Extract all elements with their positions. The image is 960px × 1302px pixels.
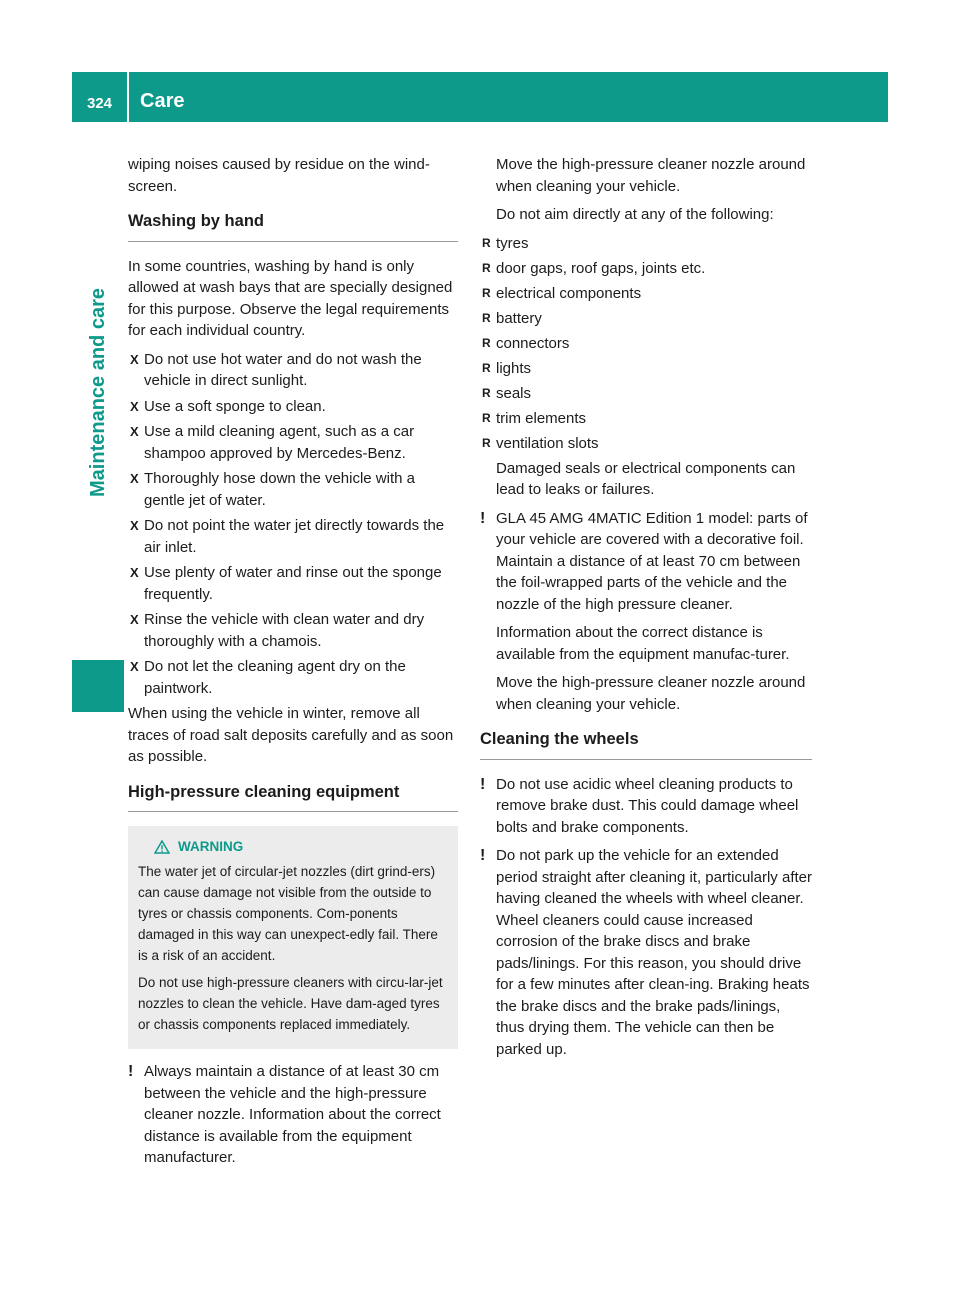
winter-text: When using the vehicle in winter, remove all traces of road salt deposits carefully and as soon as possible.	[128, 705, 454, 765]
bullet-item: R electrical components	[480, 283, 812, 305]
warning-text-1: The water jet of circular-jet nozzles (dirt grind-ers) can cause damage not visible from the outside to tyres or chassis components. Com-ponents damaged in this way can unexpect-edly fail. There is a risk of an accident.	[138, 864, 438, 963]
gla-move-text: Move the high-pressure cleaner nozzle around when cleaning your vehicle.	[496, 674, 806, 713]
warning-triangle-icon	[154, 840, 170, 854]
step-item: X Do not let the cleaning agent dry on the paintwork.	[128, 656, 458, 699]
warning-box	[128, 826, 458, 1049]
high-pressure-heading: High-pressure cleaning equipment	[128, 782, 458, 813]
side-chapter-tab	[72, 660, 124, 712]
exclamation-icon: !	[128, 1063, 134, 1080]
bullet-item: R lights	[480, 358, 812, 380]
note-wheels-1-text: Do not use acidic wheel cleaning products to remove brake dust. This could damage wheel bolts and brake components.	[496, 775, 799, 836]
bullet-item: R battery	[480, 308, 812, 330]
step-item: X Use a soft sponge to clean.	[128, 396, 458, 418]
exclamation-icon: !	[480, 847, 486, 864]
washing-heading: Washing by hand	[128, 211, 458, 242]
bullet-item: R tyres	[480, 233, 812, 255]
exclamation-icon: !	[480, 775, 486, 793]
note-gla-text: GLA 45 AMG 4MATIC Edition 1 model: parts of your vehicle are covered with a decorative foil. Maintain a distance of at least 70 cm between the foil-wrapped parts of the vehicle and the nozzle of the high pressure cleaner.	[496, 509, 808, 613]
step-item: X Do not use hot water and do not wash the vehicle in direct sunlight.	[128, 349, 458, 392]
note-wheels-2	[480, 845, 812, 1060]
warning-title: WARNING	[178, 839, 244, 854]
do-not-aim-text: Do not aim directly at any of the following:	[496, 206, 774, 223]
bullet-item: R trim elements	[480, 408, 812, 430]
right-column	[480, 154, 812, 1067]
left-column	[128, 154, 458, 1176]
step-item: X Do not point the water jet directly towards the air inlet.	[128, 515, 458, 558]
bullet-item: R ventilation slots	[480, 433, 812, 455]
step-item: X Rinse the vehicle with clean water and dry thoroughly with a chamois.	[128, 609, 458, 652]
note-wheels-2-text: Do not park up the vehicle for an extended period straight after cleaning it, particularly after having cleaned the wheels with wheel cleaner. Wheel cleaners could cause increased corrosion of the brake discs and brake pads/linings. For this reason, you should drive for a few minutes after clean-ing. Braking heats the brake discs and the brake pads/linings, thus drying them. The vehicle can then be parked up.	[496, 847, 812, 1058]
wheels-heading: Cleaning the wheels	[480, 729, 812, 760]
intro-text: wiping noises caused by residue on the wind-screen.	[128, 156, 430, 195]
move-nozzle-text: Move the high-pressure cleaner nozzle around when cleaning your vehicle.	[496, 156, 806, 195]
damaged-text: Damaged seals or electrical components can lead to leaks or failures.	[496, 459, 796, 498]
note-distance-text: Always maintain a distance of at least 30 cm between the vehicle and the high-pressure cleaner nozzle. Information about the correct distance is available from the equipment manufacturer.	[144, 1063, 441, 1166]
note-wheels-1	[480, 774, 812, 839]
note-gla	[480, 508, 812, 616]
gla-info-text: Information about the correct distance is available from the equipment manufac-turer.	[496, 624, 790, 663]
warning-header	[138, 836, 448, 857]
step-item: X Thoroughly hose down the vehicle with a gentle jet of water.	[128, 468, 458, 511]
exclamation-icon: !	[480, 509, 486, 527]
header-divider	[127, 72, 129, 122]
step-item: X Use a mild cleaning agent, such as a car shampoo approved by Mercedes-Benz.	[128, 421, 458, 464]
warning-text-2: Do not use high-pressure cleaners with circu-lar-jet nozzles to clean the vehicle. Have dam-aged tyres or chassis components replaced immediately.	[138, 975, 443, 1032]
washing-intro: In some countries, washing by hand is only allowed at wash bays that are specially designed for this purpose. Observe the legal requirements for each individual country.	[128, 257, 453, 339]
page-number: 324	[86, 95, 113, 112]
step-item: X Use plenty of water and rinse out the sponge frequently.	[128, 562, 458, 605]
bullet-item: R seals	[480, 383, 812, 405]
side-chapter-label	[78, 132, 118, 652]
bullet-item: R connectors	[480, 333, 812, 355]
section-title: Care	[140, 90, 185, 112]
bullet-item: R door gaps, roof gaps, joints etc.	[480, 258, 812, 280]
note-distance	[128, 1061, 458, 1169]
header-bar	[72, 72, 888, 122]
side-chapter-text: Maintenance and care	[86, 287, 109, 497]
